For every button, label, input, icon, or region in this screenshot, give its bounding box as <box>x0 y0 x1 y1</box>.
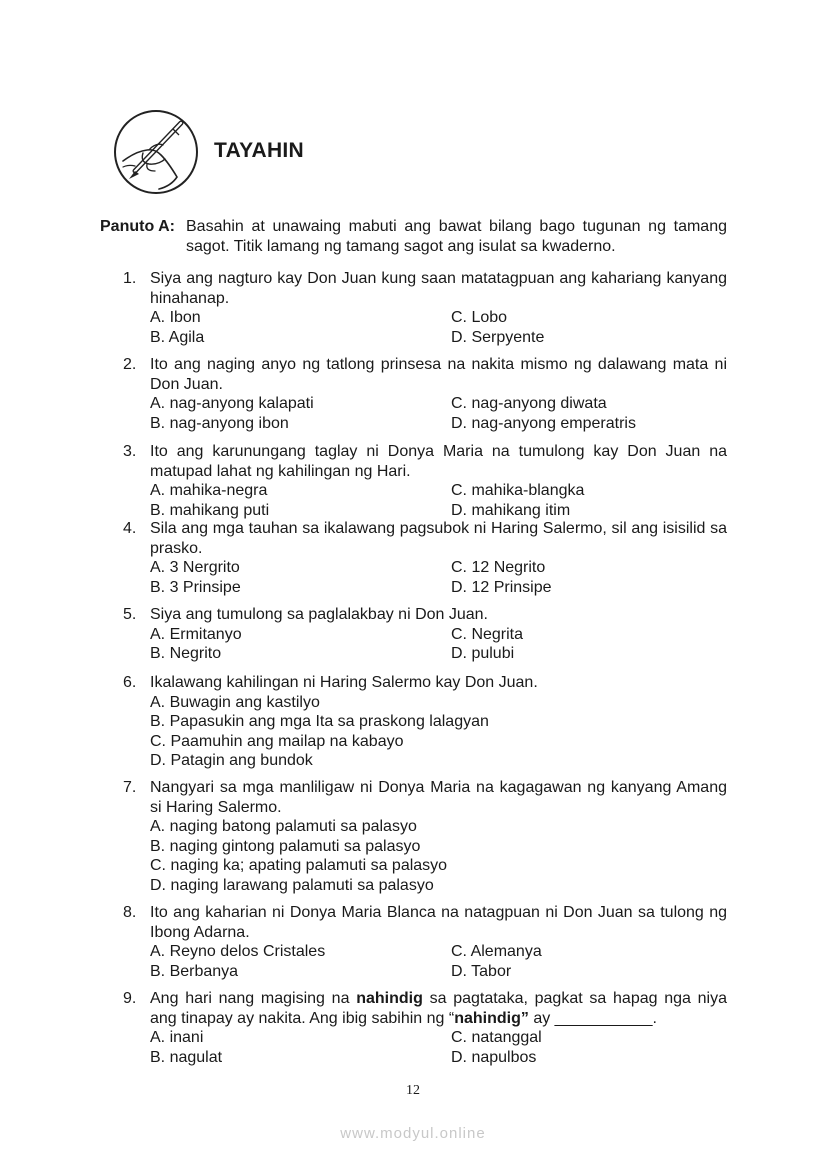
option-a: A. Ermitanyo <box>150 625 242 643</box>
option-d: D. Patagin ang bundok <box>150 752 313 769</box>
question-7 <box>123 778 727 895</box>
question-number: 8. <box>123 904 137 921</box>
option-a: A. nag-anyong kalapati <box>150 395 314 412</box>
watermark: www.modyul.online <box>340 1125 486 1142</box>
option-d: D. pulubi <box>451 645 515 662</box>
option-c: C. naging ka; apating palamuti sa palasyo <box>150 857 448 874</box>
option-a: A. 3 Nergrito <box>150 559 240 576</box>
section-title: TAYAHIN <box>214 139 305 162</box>
option-c: C. Alemanya <box>451 943 542 960</box>
option-a: A. Buwagin ang kastilyo <box>150 693 320 711</box>
question-stem <box>150 989 727 1028</box>
pencil-writing-icon <box>113 109 199 195</box>
directions-text: Basahin at unawaing mabuti ang bawat bilang bago tugunan ng tamang sagot. Titik lamang ng tamang sagot ang isulat sa kwaderno. <box>186 218 727 255</box>
question-6 <box>123 673 727 771</box>
question-number: 1. <box>123 270 137 287</box>
option-b: B. 3 Prinsipe <box>150 578 241 596</box>
stem-bold-term: nahindig <box>356 990 423 1007</box>
question-stem: Ikalawang kahilingan ni Haring Salermo kay Don Juan. <box>150 674 538 691</box>
question-stem: Siya ang tumulong sa paglalakbay ni Don Juan. <box>150 606 488 623</box>
option-a: A. Ibon <box>150 309 201 326</box>
option-a: A. mahika-negra <box>150 482 268 499</box>
option-d: D. Tabor <box>451 962 512 980</box>
option-d: D. mahikang itim <box>451 501 571 519</box>
answer-options <box>150 693 727 771</box>
option-b: B. Berbanya <box>150 962 239 980</box>
option-c: C. natanggal <box>451 1029 542 1046</box>
option-c: C. 12 Negrito <box>451 559 546 576</box>
option-b: B. Papasukin ang mga Ita sa praskong lalagyan <box>150 713 489 730</box>
answer-options <box>150 625 727 664</box>
answer-options <box>150 308 727 347</box>
option-c: C. Negrita <box>451 625 524 643</box>
option-d: D. napulbos <box>451 1048 537 1066</box>
question-number: 4. <box>123 520 137 537</box>
option-a: A. inani <box>150 1029 204 1046</box>
question-number: 2. <box>123 356 137 373</box>
option-d: D. 12 Prinsipe <box>451 578 552 596</box>
question-stem: Ito ang naging anyo ng tatlong prinsesa na nakita mismo ng dalawang mata ni Don Juan. <box>150 356 727 393</box>
answer-options <box>150 817 727 895</box>
option-c: C. mahika-blangka <box>451 482 585 499</box>
option-d: D. Serpyente <box>451 328 545 346</box>
option-b: B. nag-anyong ibon <box>150 414 289 432</box>
question-5 <box>123 605 727 664</box>
question-number: 5. <box>123 606 137 623</box>
answer-options <box>150 942 727 981</box>
question-4 <box>123 519 727 597</box>
question-3 <box>123 442 727 520</box>
option-b: B. Negrito <box>150 645 222 662</box>
answer-options <box>150 558 727 597</box>
option-d: D. naging larawang palamuti sa palasyo <box>150 876 434 894</box>
question-stem: Sila ang mga tauhan sa ikalawang pagsubok ni Haring Salermo, sil ang isisilid sa prasko. <box>150 520 727 557</box>
question-8 <box>123 903 727 981</box>
question-number: 7. <box>123 779 137 796</box>
answer-options <box>150 394 727 433</box>
stem-text-blank: ay ___________. <box>528 1009 657 1027</box>
option-d: D. nag-anyong emperatris <box>451 414 636 432</box>
question-1 <box>123 269 727 347</box>
question-number: 3. <box>123 443 137 460</box>
option-a: A. naging batong palamuti sa palasyo <box>150 818 417 835</box>
option-c: C. Lobo <box>451 309 508 326</box>
question-number: 9. <box>123 990 137 1007</box>
question-9 <box>123 989 727 1067</box>
option-c: C. nag-anyong diwata <box>451 395 607 412</box>
directions-label: Panuto A: <box>100 218 175 235</box>
page-number: 12 <box>406 1083 420 1098</box>
question-stem: Siya ang nagturo kay Don Juan kung saan matatagpuan ang kahariang kanyang hinahanap. <box>150 270 727 307</box>
answer-options <box>150 1028 727 1067</box>
question-number: 6. <box>123 674 137 691</box>
question-stem: Nangyari sa mga manliligaw ni Donya Maria na kagagawan ng kanyang Amang si Haring Salermo. <box>150 779 727 816</box>
directions <box>100 217 727 256</box>
stem-text: sa pagtataka, pagkat sa hapag nga niya ang tinapay ay nakita. Ang ibig sabihin ng “ <box>150 990 728 1027</box>
option-b: B. nagulat <box>150 1048 223 1066</box>
question-2 <box>123 355 727 433</box>
option-a: A. Reyno delos Cristales <box>150 943 326 960</box>
question-stem: Ito ang karunungang taglay ni Donya Maria na tumulong kay Don Juan na matupad lahat ng kahilingan ng Hari. <box>150 443 727 480</box>
question-stem: Ito ang kaharian ni Donya Maria Blanca na natagpuan ni Don Juan sa tulong ng Ibong Adarna. <box>150 904 727 941</box>
option-b: B. mahikang puti <box>150 501 270 519</box>
answer-options <box>150 481 727 520</box>
option-c: C. Paamuhin ang mailap na kabayo <box>150 732 404 750</box>
option-b: B. Agila <box>150 328 205 346</box>
stem-text: Ang hari nang magising na <box>150 990 357 1007</box>
stem-bold-term: nahindig” <box>454 1009 529 1027</box>
option-b: B. naging gintong palamuti sa palasyo <box>150 837 421 855</box>
